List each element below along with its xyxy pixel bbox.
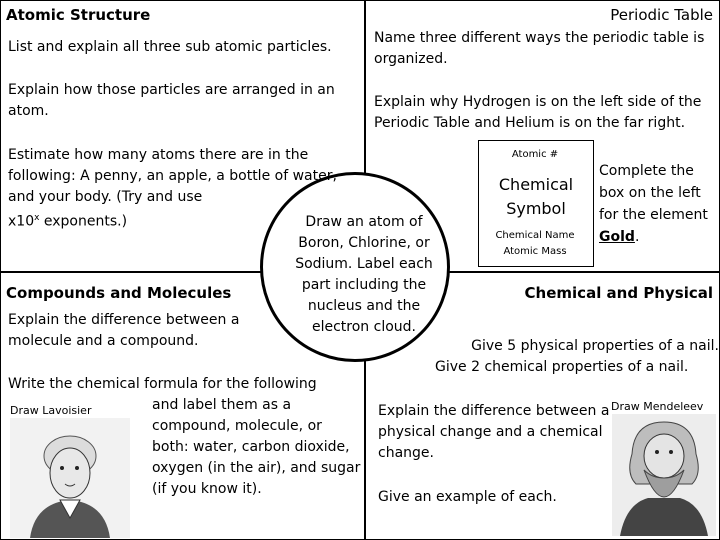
lavoisier-label: Draw Lavoisier: [10, 404, 92, 417]
mendeleev-label: Draw Mendeleev: [611, 400, 704, 413]
chem-phys-q1-line2: Give 2 chemical properties of a nail.: [435, 359, 689, 375]
compounds-q2-rest: and label them as a compound, molecule, or both: water, carbon dioxide, oxygen (in the air), and sugar (if you know it).: [152, 397, 361, 497]
atomic-structure-title: Atomic Structure: [6, 6, 151, 24]
atomic-structure-q2: Explain how those particles are arranged in an atom.: [8, 82, 335, 119]
element-atomic-number: Atomic #: [511, 149, 559, 160]
compounds-q2-line1: Write the chemical formula for the following: [8, 376, 317, 392]
element-symbol: Chemical Symbol: [498, 175, 574, 218]
periodic-table-title: Periodic Table: [610, 6, 713, 24]
chem-phys-q1-line1: Give 5 physical properties of a nail.: [471, 338, 719, 354]
periodic-table-q1: Name three different ways the periodic table is organized.: [374, 30, 705, 67]
chem-phys-q3: Give an example of each.: [378, 489, 557, 505]
element-instruction: Complete the box on the left for the element Gold.: [599, 163, 708, 245]
chem-phys-title: Chemical and Physical: [524, 284, 713, 302]
element-name: Chemical Name: [495, 230, 575, 241]
compounds-title: Compounds and Molecules: [6, 284, 232, 302]
atomic-structure-q1: List and explain all three sub atomic particles.: [8, 39, 332, 55]
atomic-structure-q3: Estimate how many atoms there are in the following: A penny, an apple, a bottle of water, and your body. (Try and use x10$^x$ exponents.): [8, 147, 337, 230]
element-gold: Gold: [599, 229, 635, 245]
compounds-q1: Explain the difference between a molecule and a compound.: [8, 312, 240, 349]
element-mass: Atomic Mass: [503, 246, 567, 257]
lavoisier-portrait: [10, 418, 130, 538]
center-circle-text: Draw an atom of Boron, Chlorine, or Sodium. Label each part including the nucleus and the electron cloud.: [295, 214, 433, 335]
chem-phys-q2: Explain the difference between a physical change and a chemical change.: [378, 403, 610, 461]
mendeleev-portrait: [612, 414, 716, 536]
periodic-table-q2: Explain why Hydrogen is on the left side of the Periodic Table and Helium is on the far right.: [374, 94, 702, 131]
